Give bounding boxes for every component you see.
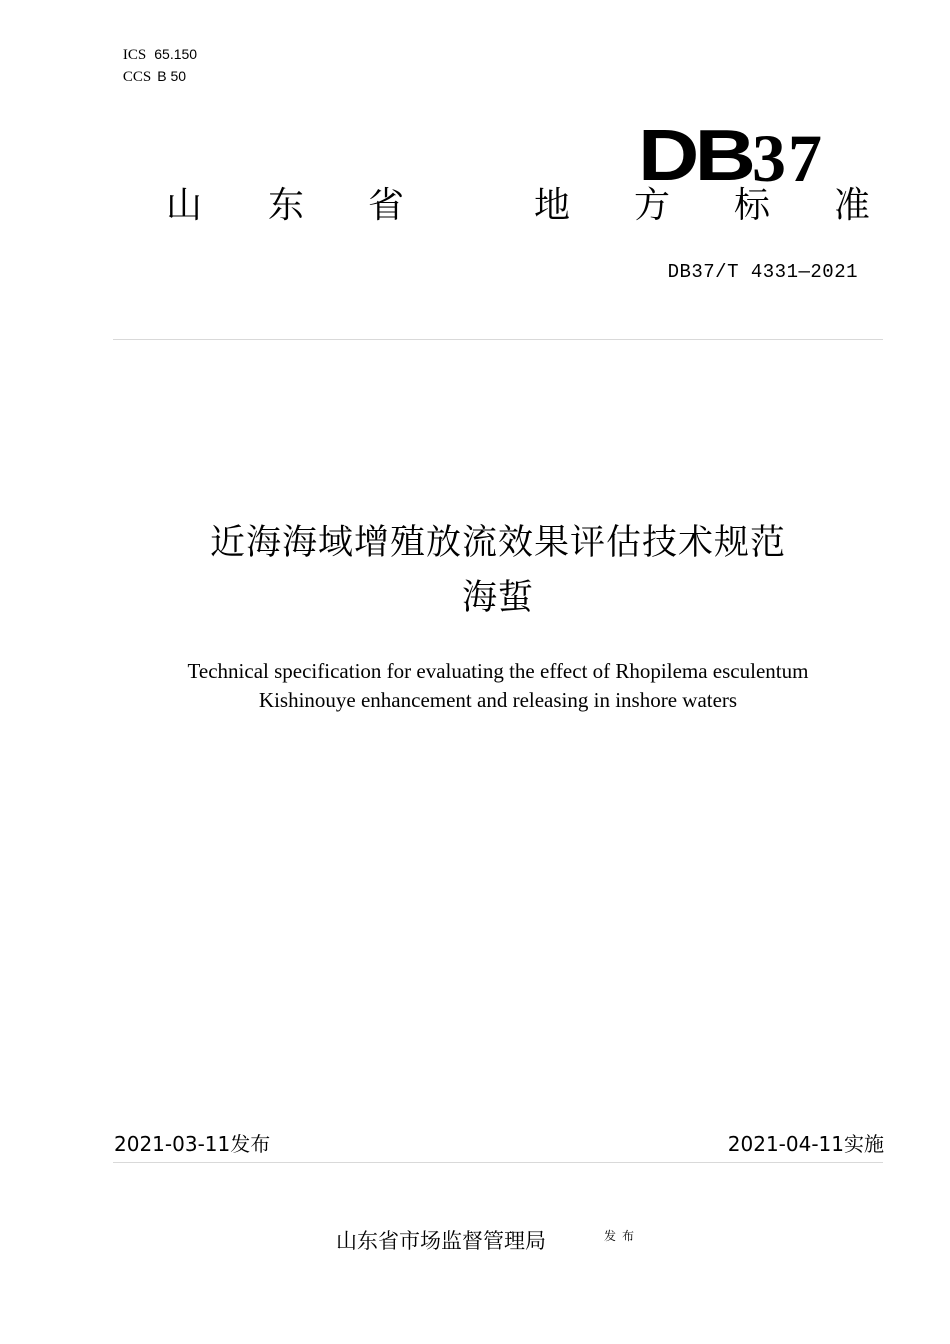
- publisher-name: 山东省市场监督管理局: [336, 1229, 546, 1253]
- ccs-code-line: [114, 52, 186, 85]
- db-logo-letters: DB: [638, 116, 752, 196]
- footer-divider: [113, 1162, 883, 1163]
- standard-type-char: 方: [634, 185, 671, 226]
- db-logo-number: 37: [752, 120, 824, 196]
- standard-type-char: 地: [534, 185, 571, 226]
- title-en-line2: Kishinouye enhancement and releasing in inshore waters: [258, 688, 738, 712]
- standard-type-char: 标: [734, 185, 771, 226]
- implement-date: 2021-04-11实施: [727, 1132, 884, 1156]
- standard-type-char: 准: [834, 185, 871, 226]
- ics-label: ICS: [122, 47, 147, 63]
- header-divider: [113, 339, 883, 340]
- title-en-line1: Technical specification for evaluating the effect of Rhopilema esculentum: [187, 659, 809, 683]
- publish-suffix: 发布: [604, 1229, 641, 1243]
- standard-type-char: 东: [268, 185, 305, 226]
- standard-type-char: 山: [166, 185, 203, 226]
- ccs-label: CCS: [122, 69, 152, 85]
- ccs-code: B 50: [157, 68, 187, 84]
- title-cn-line2: 海蜇: [461, 578, 534, 618]
- title-cn-line1: 近海海域增殖放流效果评估技术规范: [209, 523, 786, 563]
- standard-type-title: [166, 184, 886, 228]
- ics-code: 65.150: [154, 46, 198, 62]
- standard-number: DB37/T 4331—2021: [667, 261, 858, 283]
- db37-logo: [638, 116, 824, 196]
- standard-type-char: 省: [368, 185, 405, 226]
- issue-date: 2021-03-11发布: [114, 1132, 271, 1156]
